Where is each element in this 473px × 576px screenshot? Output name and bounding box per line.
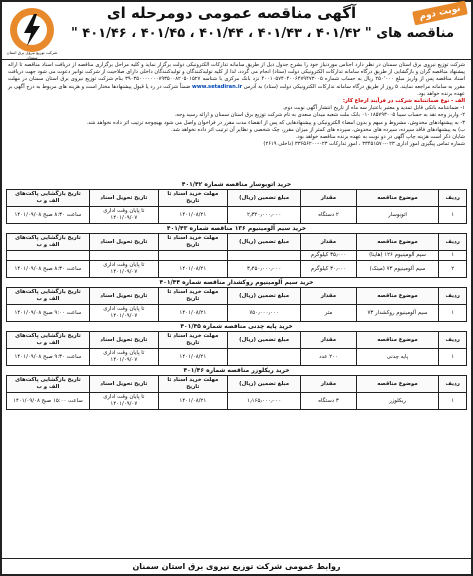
- table-cell-row: ۱: [439, 251, 467, 261]
- table-cell-qty: ۲ دستگاه: [301, 207, 356, 224]
- column-header: مهلت خرید اسناد تا تاریخ: [158, 332, 227, 349]
- page-title: آگهی مناقصه عمومی دومرحله ای: [106, 4, 357, 22]
- column-header: مهلت خرید اسناد تا تاریخ: [158, 376, 227, 393]
- footer: روابط عمومی شرکت توزیع نیروی برق استان سمنان: [2, 558, 471, 574]
- table-cell-opening: ساعت ۸:۳۰ صبح ۱۴۰۱/۰۹/۰۸: [7, 207, 90, 224]
- table-cell-qty: متر: [301, 305, 356, 322]
- header: [2, 2, 471, 60]
- intro-paragraph: ضمناً شرکت در رد یا قبول پیشنهادها مختار است و هزینه های مربوط به درج آگهی بر عهده برنده خواهد بود.: [8, 83, 465, 97]
- table-title: خرید پایه چدنی مناقصه شماره ۴۰۱/۴۵: [180, 323, 293, 330]
- table-cell-row: ۲: [439, 261, 467, 278]
- table-cell-deliver: تا پایان وقت اداری ۱۴۰۱/۰۹/۰۷: [89, 207, 158, 224]
- table-header-row: [7, 288, 467, 305]
- table-cell-buy: ۱۴۰۱/۰۸/۲۱: [158, 393, 227, 410]
- column-header: مبلغ تضمین (ریال): [227, 332, 301, 349]
- column-header: تاریخ بازگشایی پاکت‌های الف و ب: [7, 376, 90, 393]
- table-cell-deposit: ۷۵۰٫۰۰۰٫۰۰۰: [227, 305, 301, 322]
- table-cell-row: ۱: [439, 207, 467, 224]
- column-header: مهلت خرید اسناد تا تاریخ: [158, 288, 227, 305]
- table-cell-buy: ۱۴۰۱/۰۸/۲۱: [158, 261, 227, 278]
- intro-paragraph: ۵ روز از طریق درگاه سامانه تدارکات الکترونیکی دولت (ستاد) به آدرس: [243, 83, 398, 90]
- column-header: مهلت خرید اسناد تا تاریخ: [158, 190, 227, 207]
- table-cell-subject: ریکلوزر: [356, 393, 439, 410]
- second-publication-badge: نوبت دوم: [412, 1, 468, 26]
- table-cell-buy: ۱۴۰۱/۰۸/۲۱: [158, 305, 227, 322]
- tender-table: [6, 375, 467, 410]
- table-row: [7, 207, 467, 224]
- table-cell-row: ۱: [439, 393, 467, 410]
- column-header: موضوع مناقصه: [356, 332, 439, 349]
- column-header: مبلغ تضمین (ریال): [227, 234, 301, 251]
- column-header: مقدار: [301, 190, 356, 207]
- table-row: [7, 261, 467, 278]
- table-cell-deposit: [227, 349, 301, 366]
- table-cell-subject: سیم آلومینیوم ۱۲۶ (هاینا): [356, 251, 439, 261]
- guarantee-item: ب) به پیشنهادهای فاقد سپرده، سپرده های مخدوش، سپرده های کمتر از میزان مقرر، چک شخصی و نظایر آن ترتیب اثر داده نخواهد شد.: [171, 126, 465, 133]
- column-header: موضوع مناقصه: [356, 234, 439, 251]
- table-header-row: [7, 190, 467, 207]
- table-cell-opening: [7, 251, 90, 261]
- table-cell-row: ۱: [439, 305, 467, 322]
- table-cell-qty: ۳۵٫۰۰۰ کیلوگرم: [301, 251, 356, 261]
- table-cell-buy: ۱۴۰۱/۰۸/۲۱: [158, 349, 227, 366]
- table-header-row: [7, 234, 467, 251]
- column-header: تاریخ بازگشایی پاکت‌های الف و ب: [7, 332, 90, 349]
- column-header: تاریخ بازگشایی پاکت‌های الف و ب: [7, 234, 90, 251]
- intro-paragraph: شرکت توزیع نیروی برق استان سمنان در نظر دارد اجناس موردنیاز خود را بشرح جدول ذیل از طریق سامانه تدارکات الکترونیکی دولت برگزار نماید و کلیه مراحل برگزاری مناقصه از دریافت اسناد مناقصه تا ارائه پیشنهاد مناقصه گران و بازگشایی از طریق درگاه سامانه تدارکات الکترونیکی دولت (ستاد) انجام می گردد، لذا از کلیه تولیدکنندگان و تولیدکنندگان داخلی دارای صلاحیت از شرکت توانیر دعوت می شود جهت دریافت اسناد مناقصه پس از واریز مبلغ ۲۵۰٬۰۰۰ ریال به حساب شماره ۴۰۰۱۰۵۷۴۰۴۰۰۶۴۷۹۴۷۳۰۰۵ نزد بانک مرکزی با شناسه ۳۹۰۳۵۰۰۰۰۰۰۰۷۹۳۵۰۰۸۲۰۵۰۱۵۲۷ بنام شرکت توزیع نیروی برق استان سمنان در مهلت مقرر به سامانه مراجعه نمایند.: [8, 62, 465, 90]
- table-row: [7, 349, 467, 366]
- table-cell-deliver: تا پایان وقت اداری ۱۴۰۱/۰۹/۰۷: [89, 261, 158, 278]
- column-header: ردیف: [439, 288, 467, 305]
- column-header: موضوع مناقصه: [356, 288, 439, 305]
- column-header: ردیف: [439, 190, 467, 207]
- table-cell-opening: ساعت ۹:۳۰ صبح ۱۴۰۱/۰۹/۰۸: [7, 349, 90, 366]
- table-title: خرید سیم آلومینیوم ۱۳۶ مناقصه شماره ۴۰۱/۴۳: [166, 225, 307, 232]
- column-header: مبلغ تضمین (ریال): [227, 288, 301, 305]
- table-cell-row: ۱: [439, 349, 467, 366]
- table-cell-subject: سیم آلومینیوم روکشدار ۷۳: [356, 305, 439, 322]
- table-title: خرید ریکلوزر مناقصه شماره ۴۰۱/۴۶: [183, 367, 290, 374]
- table-cell-buy: [158, 251, 227, 261]
- website-link[interactable]: www.setadiran.ir: [192, 83, 243, 90]
- table-cell-buy: ۱۴۰۱/۰۸/۲۱: [158, 207, 227, 224]
- tender-table: [6, 331, 467, 366]
- contact-info: شماره تماس پیگیری امور اداری ۰۲۳-۳۳۴۵۱۵۷۰ ، امور تدارکات ۰۲۳-۳۳۶۵۶۲۰۰ (داخلی ۲۶۱۹): [263, 141, 465, 148]
- table-cell-deposit: [227, 251, 301, 261]
- column-header: مقدار: [301, 234, 356, 251]
- tender-table: [6, 233, 467, 278]
- table-title: خرید اتوبوسار مناقصه شماره ۴۰۱/۴۲: [181, 181, 292, 188]
- column-header: مقدار: [301, 332, 356, 349]
- table-cell-subject: سیم آلومینیوم ۷۳ (مینک): [356, 261, 439, 278]
- tender-tables: [2, 180, 471, 410]
- column-header: موضوع مناقصه: [356, 376, 439, 393]
- table-header-row: [7, 332, 467, 349]
- guarantee-item: ۲- واریز وجه نقد به حساب سیبا ۰۱۰۱۸۵۷۹۳۰۰۵ بانک ملت شعبه میدان سعدی به نام شرکت توزیع برق استان سمنان و ارائه رسید وجه.: [174, 112, 465, 119]
- table-cell-opening: ساعت ۱۵:۰۰ صبح ۱۴۰۱/۰۹/۰۸: [7, 393, 90, 410]
- table-cell-subject: اتوبوسار: [356, 207, 439, 224]
- column-header: تاریخ تحویل اسناد: [89, 376, 158, 393]
- column-header: تاریخ بازگشایی پاکت‌های الف و ب: [7, 190, 90, 207]
- table-cell-deposit: ۱٫۱۶۵٫۰۰۰٫۰۰۰: [227, 393, 301, 410]
- column-header: تاریخ تحویل اسناد: [89, 332, 158, 349]
- column-header: ردیف: [439, 234, 467, 251]
- company-logo: [8, 6, 56, 54]
- table-cell-qty: ۳۰٫۰۰۰ کیلوگرم: [301, 261, 356, 278]
- tender-table: [6, 189, 467, 224]
- table-cell-deposit: ۳٫۴۵۰٫۰۰۰٫۰۰۰: [227, 261, 301, 278]
- column-header: مهلت خرید اسناد تا تاریخ: [158, 234, 227, 251]
- column-header: ردیف: [439, 376, 467, 393]
- table-cell-qty: ۲۰۰ عدد: [301, 349, 356, 366]
- column-header: ردیف: [439, 332, 467, 349]
- column-header: تاریخ تحویل اسناد: [89, 234, 158, 251]
- table-cell-deposit: ۲٫۳۲۰٫۰۰۰٫۰۰۰: [227, 207, 301, 224]
- column-header: تاریخ تحویل اسناد: [89, 288, 158, 305]
- guarantee-item: شایان ذکر است هزینه چاپ آگهی در دو نوبت به عهده برنده مناقصه خواهد بود.: [295, 134, 465, 141]
- column-header: تاریخ تحویل اسناد: [89, 190, 158, 207]
- table-cell-subject: پایه چدنی: [356, 349, 439, 366]
- table-cell-opening: ساعت ۸:۳۰ صبح ۱۴۰۱/۰۹/۰۸: [7, 261, 90, 278]
- intro-text: [2, 60, 471, 180]
- tender-numbers: مناقصه های " ۴۰۱/۴۲ ، ۴۰۱/۴۳ ، ۴۰۱/۴۴ ، ۴۰۱/۴۵ ، ۴۰۱/۴۶ ": [70, 26, 455, 41]
- column-header: مقدار: [301, 376, 356, 393]
- column-header: تاریخ بازگشایی پاکت‌های الف و ب: [7, 288, 90, 305]
- column-header: مبلغ تضمین (ریال): [227, 376, 301, 393]
- guarantee-item: ۱- ضمانتنامه بانکی قابل تمدید و معتبر باعتبار سه ماه از تاریخ انتشار آگهی نوبت دوم.: [282, 105, 465, 112]
- column-header: مبلغ تضمین (ریال): [227, 190, 301, 207]
- guarantee-item: ۳- به پیشنهادهای مخدوش، مشروط و مبهم و بدون امضاء الکترونیکی و پیشنهادهایی که پس از انقضاء مدت مقرر در فراخوان واصل می شود بهیچوجه ترتیب اثر داده نخواهد شد.: [86, 119, 465, 126]
- table-cell-deliver: تا پایان وقت اداری ۱۴۰۱/۰۹/۰۷: [89, 349, 158, 366]
- table-row: [7, 393, 467, 410]
- column-header: مقدار: [301, 288, 356, 305]
- table-cell-deliver: [89, 251, 158, 261]
- guarantee-heading: الف - نوع ضمانتنامه شرکت در فرآیند ارجاع کار:: [342, 98, 465, 105]
- column-header: موضوع مناقصه: [356, 190, 439, 207]
- table-cell-qty: ۳ دستگاه: [301, 393, 356, 410]
- table-row: [7, 251, 467, 261]
- table-cell-deliver: تا پایان وقت اداری ۱۴۰۱/۰۹/۰۷: [89, 305, 158, 322]
- table-row: [7, 305, 467, 322]
- table-cell-opening: ساعت ۹:۰۰ صبح ۱۴۰۱/۰۹/۰۸: [7, 305, 90, 322]
- table-header-row: [7, 376, 467, 393]
- tender-table: [6, 287, 467, 322]
- table-cell-deliver: تا پایان وقت اداری ۱۴۰۱/۰۹/۰۷: [89, 393, 158, 410]
- table-title: خرید سیم آلومینیوم روکشدار مناقصه شماره ۴۰۱/۴۴: [159, 279, 314, 286]
- logo-caption: شرکت توزیع نیروی برق استان سمنان: [6, 50, 58, 60]
